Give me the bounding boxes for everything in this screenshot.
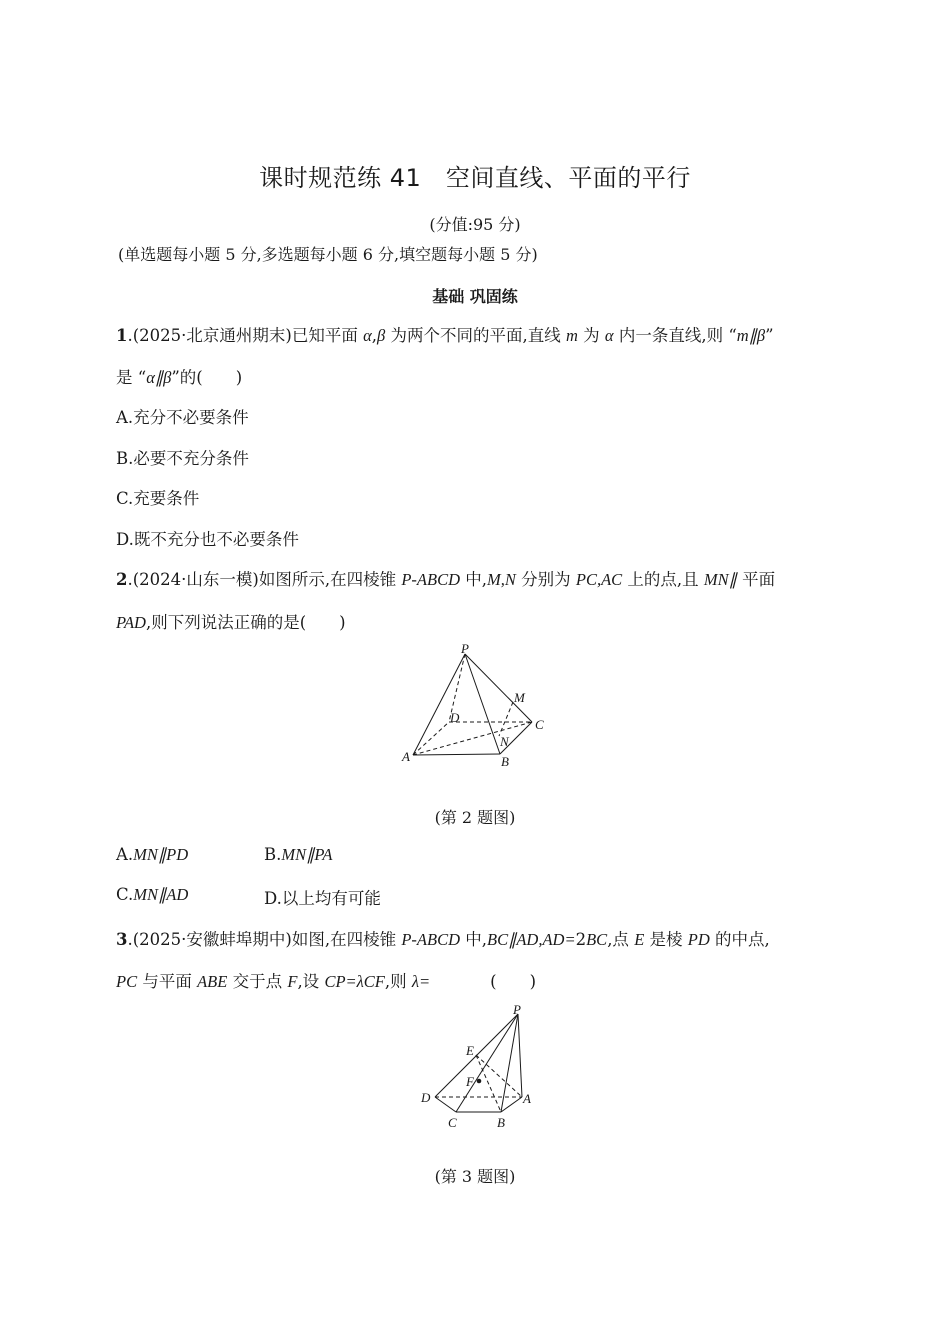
q2-option-b[interactable] [264, 845, 332, 865]
q1-text: 是 “ [116, 368, 147, 387]
q1-text: 为 [577, 326, 605, 345]
page-title: 课时规范练 41 空间直线、平面的平行 [259, 164, 691, 192]
q1-text: ”的( ) [171, 368, 243, 387]
q3-stem-line1 [116, 926, 770, 950]
q3-stem-line2 [116, 968, 536, 992]
q1-option-c[interactable]: C.充要条件 [116, 489, 200, 508]
q3-text: 中, [460, 930, 487, 949]
q2-stem-line2 [116, 609, 346, 633]
edge-PA [413, 654, 465, 755]
q3-var: PC [116, 972, 138, 991]
q3-text: ,点 [607, 930, 635, 949]
label-P: P [513, 1002, 521, 1017]
q2-var: MN∥ [703, 570, 737, 589]
label-E: E [466, 1043, 474, 1058]
q3-var: P-ABCD [401, 930, 460, 949]
q1-var: α [363, 326, 372, 345]
q1-var: m [565, 326, 578, 345]
q3-var: ABE [197, 972, 228, 991]
q3-var: BC [586, 930, 608, 949]
q1-option-b[interactable]: B.必要不充分条件 [116, 449, 249, 468]
q3-var: BC∥AD,AD= [487, 930, 576, 949]
q2-option-prefix: C. [116, 885, 134, 904]
q1-var: α∥β [146, 368, 172, 387]
q2-option-prefix: B. [264, 845, 282, 864]
q2-option-c[interactable] [116, 885, 188, 905]
q2-option-prefix: A. [116, 845, 134, 864]
q2-text: 上的点,且 [622, 570, 704, 589]
label-D: D [450, 710, 460, 725]
q3-text: ( ) [490, 972, 537, 991]
label-P: P [461, 641, 469, 656]
q2-var: PAD [116, 613, 146, 632]
label-A: A [523, 1091, 531, 1106]
scoring-rule: (单选题每小题 5 分,多选题每小题 6 分,填空题每小题 5 分) [118, 245, 538, 264]
q3-var: CP=λCF [324, 972, 385, 991]
q2-text: ,则下列说法正确的是( ) [145, 613, 346, 632]
q2-text: 分别为 [515, 570, 576, 589]
q2-text: 中, [460, 570, 487, 589]
q1-text: 为两个不同的平面,直线 [385, 326, 566, 345]
label-N: N [500, 734, 509, 749]
score-note: (分值:95 分) [429, 215, 521, 234]
q1-text: , [371, 326, 378, 345]
label-B: B [501, 754, 509, 769]
q3-text: 是棱 [644, 930, 688, 949]
q3-text: 与平面 [137, 972, 198, 991]
q2-option-text: MN∥PA [281, 845, 333, 864]
point-F [477, 1079, 482, 1084]
edge-PC [465, 654, 532, 722]
label-F: F [466, 1074, 474, 1089]
q1-text: ” [765, 326, 774, 345]
label-D: D [421, 1090, 431, 1105]
q3-pyramid-figure [410, 1000, 550, 1135]
q2-text: .(2024·山东一模)如图所示,在四棱锥 [127, 570, 402, 589]
edge-DC [435, 1097, 456, 1112]
label-B: B [497, 1115, 505, 1130]
edge-AB [413, 754, 500, 755]
q2-option-a[interactable] [116, 845, 188, 865]
seg-EB [476, 1055, 501, 1112]
edge-BA [501, 1097, 522, 1112]
q2-pyramid-figure [395, 640, 555, 775]
q1-var: α [604, 326, 614, 345]
q1-var: β [377, 326, 386, 345]
q3-text: ,设 [297, 972, 325, 991]
q1-number: 1 [116, 326, 128, 345]
label-M: M [514, 690, 525, 705]
q3-text: 2 [575, 930, 587, 949]
q3-caption: (第 3 题图) [434, 1167, 516, 1186]
q1-stem-line1 [116, 322, 774, 346]
section-heading: 基础 巩固练 [432, 287, 518, 306]
q1-text: 内一条直线,则 “ [613, 326, 737, 345]
q3-text: ,则 [384, 972, 412, 991]
label-A: A [402, 749, 410, 764]
q2-var: P-ABCD [401, 570, 460, 589]
q2-stem-line1 [116, 566, 775, 590]
q2-option-text: MN∥AD [133, 885, 189, 904]
seg-MN [499, 702, 513, 736]
q1-option-d[interactable]: D.既不充分也不必要条件 [116, 530, 299, 549]
q2-text: 平面 [736, 570, 776, 589]
seg-EA [476, 1055, 522, 1097]
q2-option-text: MN∥PD [133, 845, 189, 864]
q1-var: m∥β [736, 326, 766, 345]
q3-text: 交于点 [227, 972, 288, 991]
q3-var: λ= [411, 972, 431, 991]
edge-PA [518, 1014, 522, 1097]
label-C: C [535, 717, 544, 732]
q3-var: PD [687, 930, 710, 949]
q2-var: M,N [487, 570, 516, 589]
q3-var: E [634, 930, 645, 949]
q1-stem-line2 [116, 364, 242, 388]
q2-option-d[interactable]: D.以上均有可能 [264, 889, 381, 908]
q1-option-a[interactable]: A.充分不必要条件 [116, 408, 249, 427]
edge-AD [413, 722, 449, 755]
label-C: C [448, 1115, 457, 1130]
q2-var: PC,AC [575, 570, 623, 589]
q2-caption: (第 2 题图) [434, 808, 516, 827]
q3-number: 3 [116, 930, 128, 949]
q2-number: 2 [116, 570, 128, 589]
q3-text: 的中点, [709, 930, 770, 949]
q3-var: F [287, 972, 298, 991]
q3-text: .(2025·安徽蚌埠期中)如图,在四棱锥 [127, 930, 402, 949]
q1-text: .(2025·北京通州期末)已知平面 [127, 326, 364, 345]
